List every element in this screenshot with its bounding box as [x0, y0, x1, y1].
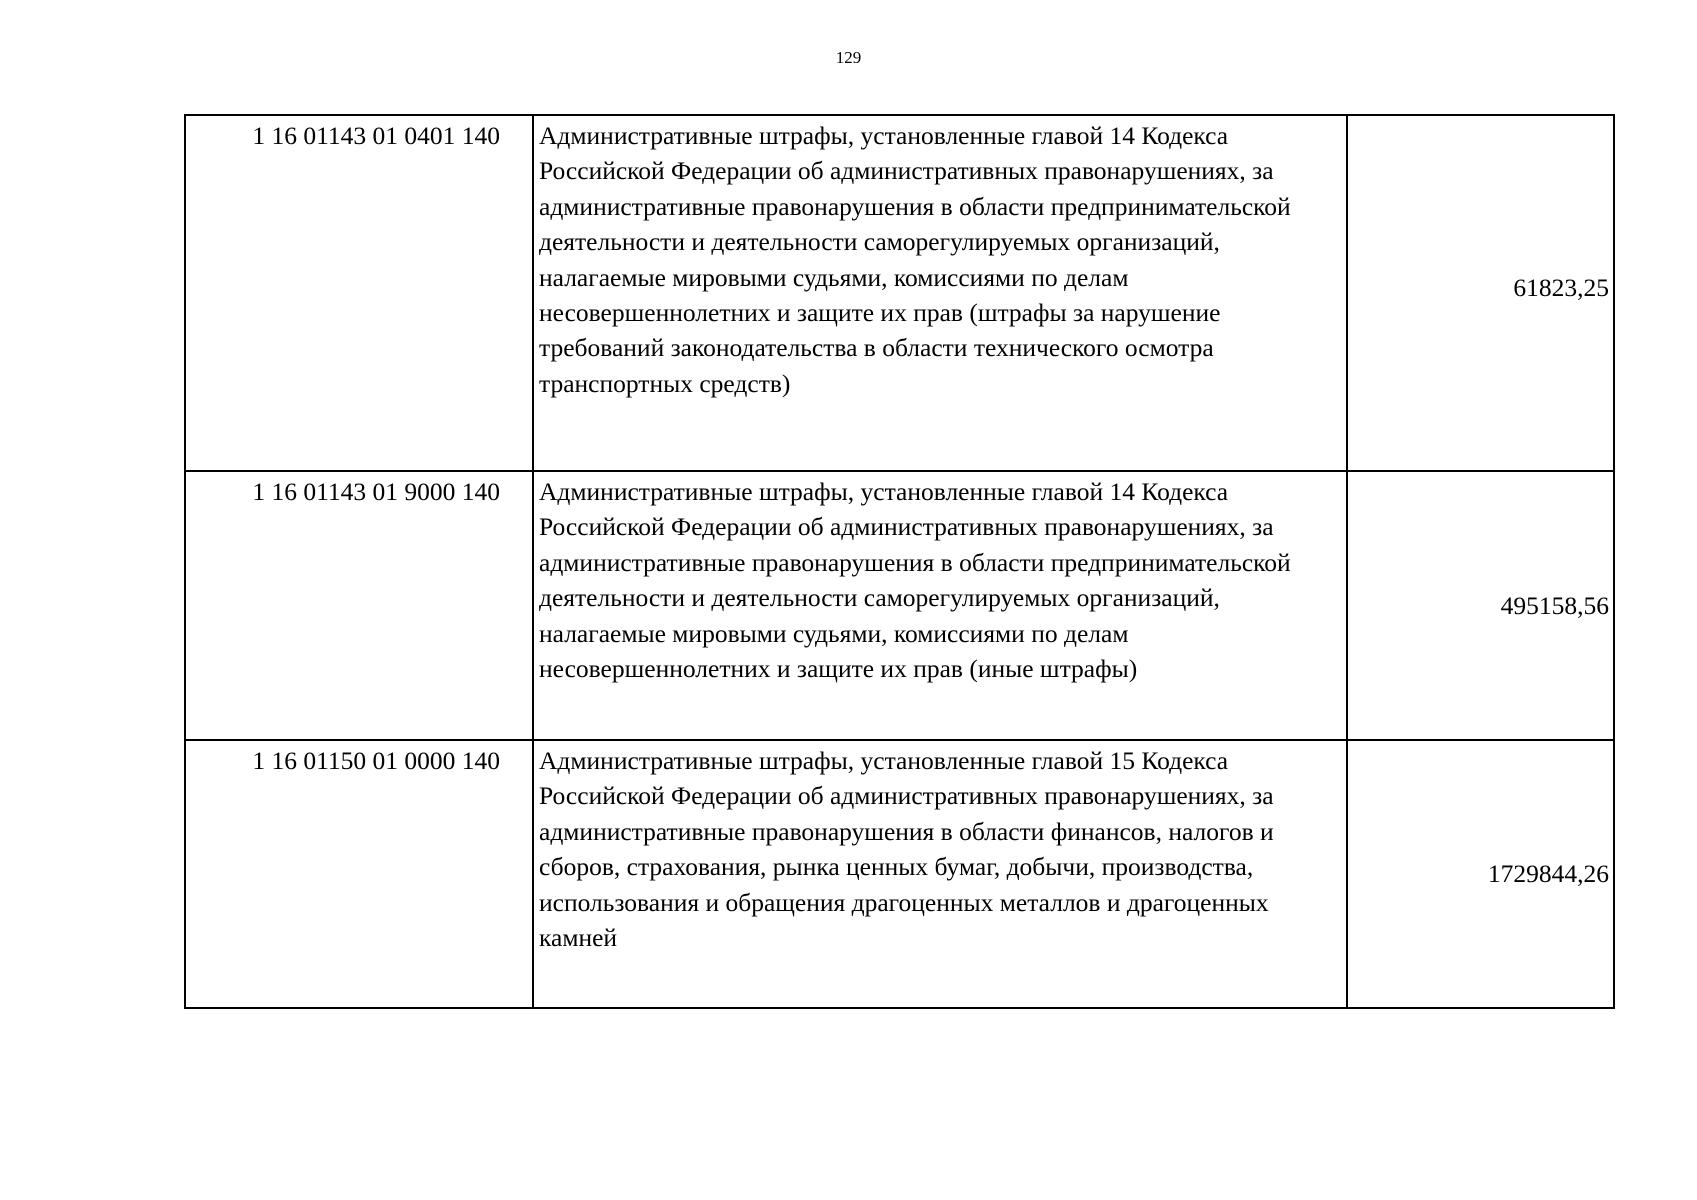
budget-table — [184, 114, 1615, 1009]
amount-cell: 61823,25 — [1347, 115, 1614, 471]
table-row — [185, 471, 1614, 740]
budget-code-cell: 1 16 01150 01 0000 140 — [185, 740, 533, 1008]
budget-code-cell: 1 16 01143 01 9000 140 — [185, 471, 533, 740]
table-row — [185, 740, 1614, 1008]
description-cell: Административные штрафы, установленные главой 14 Кодекса Российской Федерации об административных правонарушениях, за административные правонарушения в области предпринимательской деятельности и деятельности саморегулируемых организаций, налагаемые мировыми судьями, комиссиями по делам несовершеннолетних и защите их прав (штрафы за нарушение требований законодательства в области технического осмотра транспортных средств) — [533, 115, 1347, 471]
description-cell: Административные штрафы, установленные главой 14 Кодекса Российской Федерации об административных правонарушениях, за административные правонарушения в области предпринимательской деятельности и деятельности саморегулируемых организаций, налагаемые мировыми судьями, комиссиями по делам несовершеннолетних и защите их прав (иные штрафы) — [533, 471, 1347, 740]
table-row — [185, 115, 1614, 471]
amount-cell: 1729844,26 — [1347, 740, 1614, 1008]
amount-cell: 495158,56 — [1347, 471, 1614, 740]
description-cell: Административные штрафы, установленные главой 15 Кодекса Российской Федерации об административных правонарушениях, за административные правонарушения в области финансов, налогов и сборов, страхования, рынка ценных бумаг, добычи, производства, использования и обращения драгоценных металлов и драгоценных камней — [533, 740, 1347, 1008]
page-number: 129 — [835, 48, 862, 67]
budget-code-cell: 1 16 01143 01 0401 140 — [185, 115, 533, 471]
